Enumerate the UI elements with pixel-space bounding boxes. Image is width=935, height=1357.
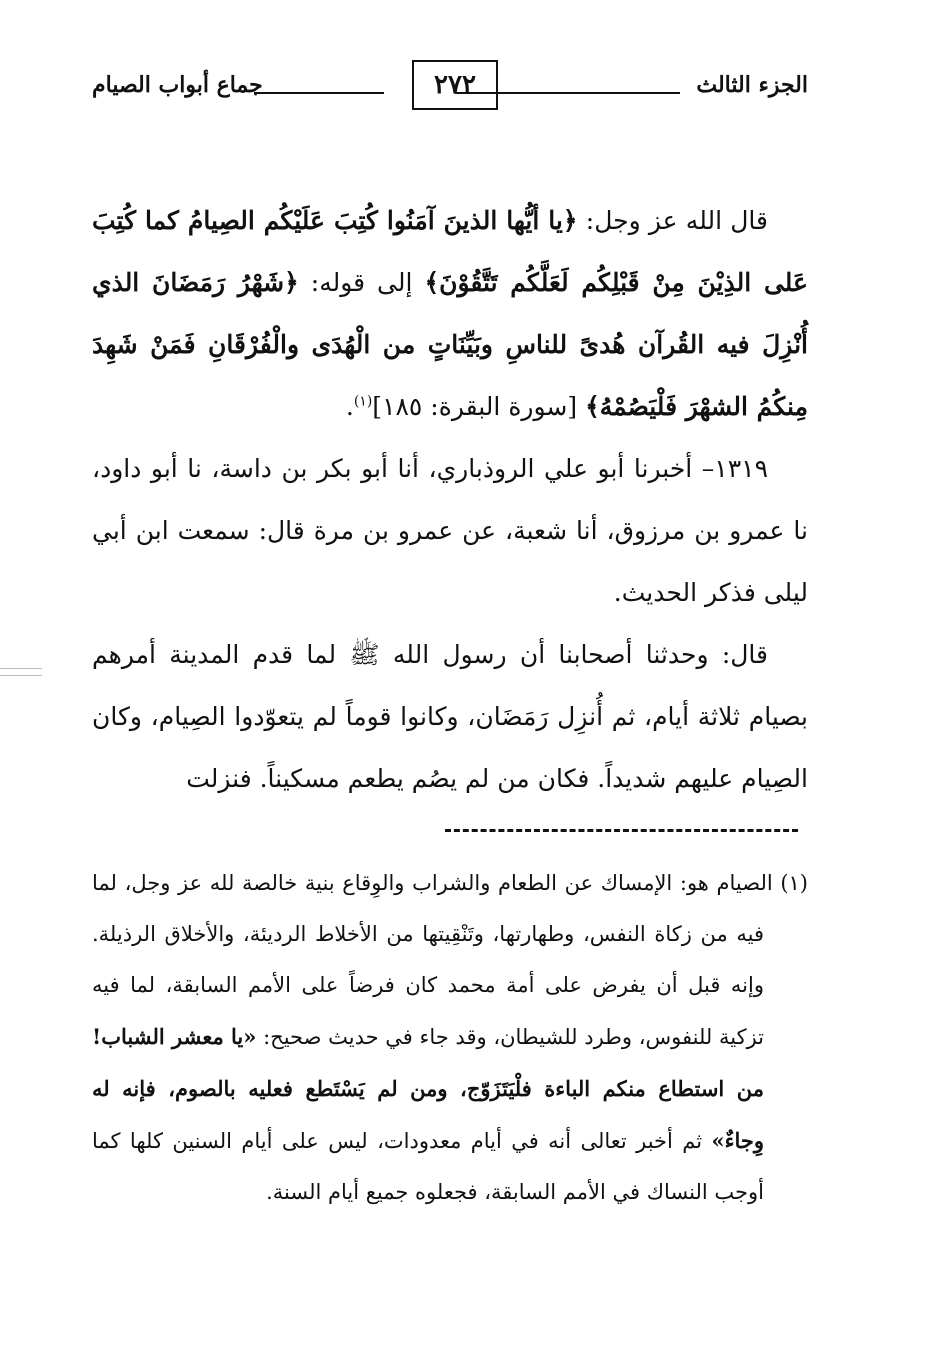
footnote-paragraph [92,858,808,1218]
paragraph-verse [92,190,808,438]
paragraph-hadith-chain: ١٣١٩– أخبرنا أبو علي الروذباري، أنا أبو بكر بن داسة، نا أبو داود، نا عمرو بن مرزوق، أنا شعبة، عن عمرو بن مرة قال: سمعت ابن أبي ليلى فذكر الحديث. [92,454,808,607]
volume-title: الجزء الثالث [696,72,808,98]
footnote-reference: (١) [353,393,373,410]
footnote [92,858,808,1218]
quran-verse-1: ﴿يا أيُّها الذينَ آمَنُوا كُتِبَ عَلَيْكُم الصِيامُ كما كُتِبَ عَلى الذِيْنَ مِنْ قَبْلِكُم لَعَلَّكُم تَتَّقُوْنَ﴾ [92,206,808,297]
quran-verse-2: ﴿شَهْرُ رَمَضَانَ الذي أُنْزِلَ فيه القُرآن هُدىً للناسِ وبَيِّنَاتٍ من الْهُدَى والْفُرْقَانِ فَمَنْ شَهِدَ مِنكُمُ الشهْرَ فَلْيَصُمْهُ﴾ [92,268,808,421]
verse-end: . [345,392,354,421]
footnote-text-a: الصيام هو: الإمساك عن الطعام والشراب والوِقاع بنية خالصة لله عز وجل، لما فيه من زكاة النفس، وطهارتها، وتَنْقِيتها من الأخلاط الرديئة، والأخلاق الرذيلة. وإنه قبل أن يفرض على أمة محمد كان فرضاً على الأمم السابقة، لما فيه تزكية للنفوس، وطرد للشيطان، وقد جاء في حديث صحيح: [92,871,781,1049]
header-rule-left [254,92,384,94]
footnote-text-b: ثم أخبر تعالى أنه في أيام معدودات، ليس على أيام السنين كلها كما أوجب النساك في الأمم السابقة، فجعلوه جميع أيام السنة. [92,1129,764,1204]
verse-connector: إلى قوله: [298,268,425,297]
verse-intro: قال الله عز وجل: [577,206,769,235]
margin-marks [0,668,42,694]
chapter-title: جماع أبواب الصيام [92,72,263,98]
footnote-separator [445,829,798,832]
main-text [92,190,808,810]
page-header [92,58,808,116]
paragraph-narration: قال: وحدثنا أصحابنا أن رسول الله ﷺ لما قدم المدينة أمرهم بصيام ثلاثة أيام، ثم أُنزِل رَمَضَان، وكانوا قوماً لم يتعوّدوا الصِيام، وكان الصِيام عليهم شديداً. فكان من لم يصُم يطعم مسكيناً. فنزلت [92,640,808,793]
page-number: ٢٧٢ [412,60,498,110]
footnote-marker: (١) [780,871,808,895]
footnote-hadith: «يا معشر الشباب! من استطاع منكم الباءة فلْيَتَزَوّج، ومن لم يَسْتَطع فعليه بالصوم، فإنه له وِجاءٌ» [92,1024,764,1153]
surah-citation: [سورة البقرة: ١٨٥] [372,392,586,421]
